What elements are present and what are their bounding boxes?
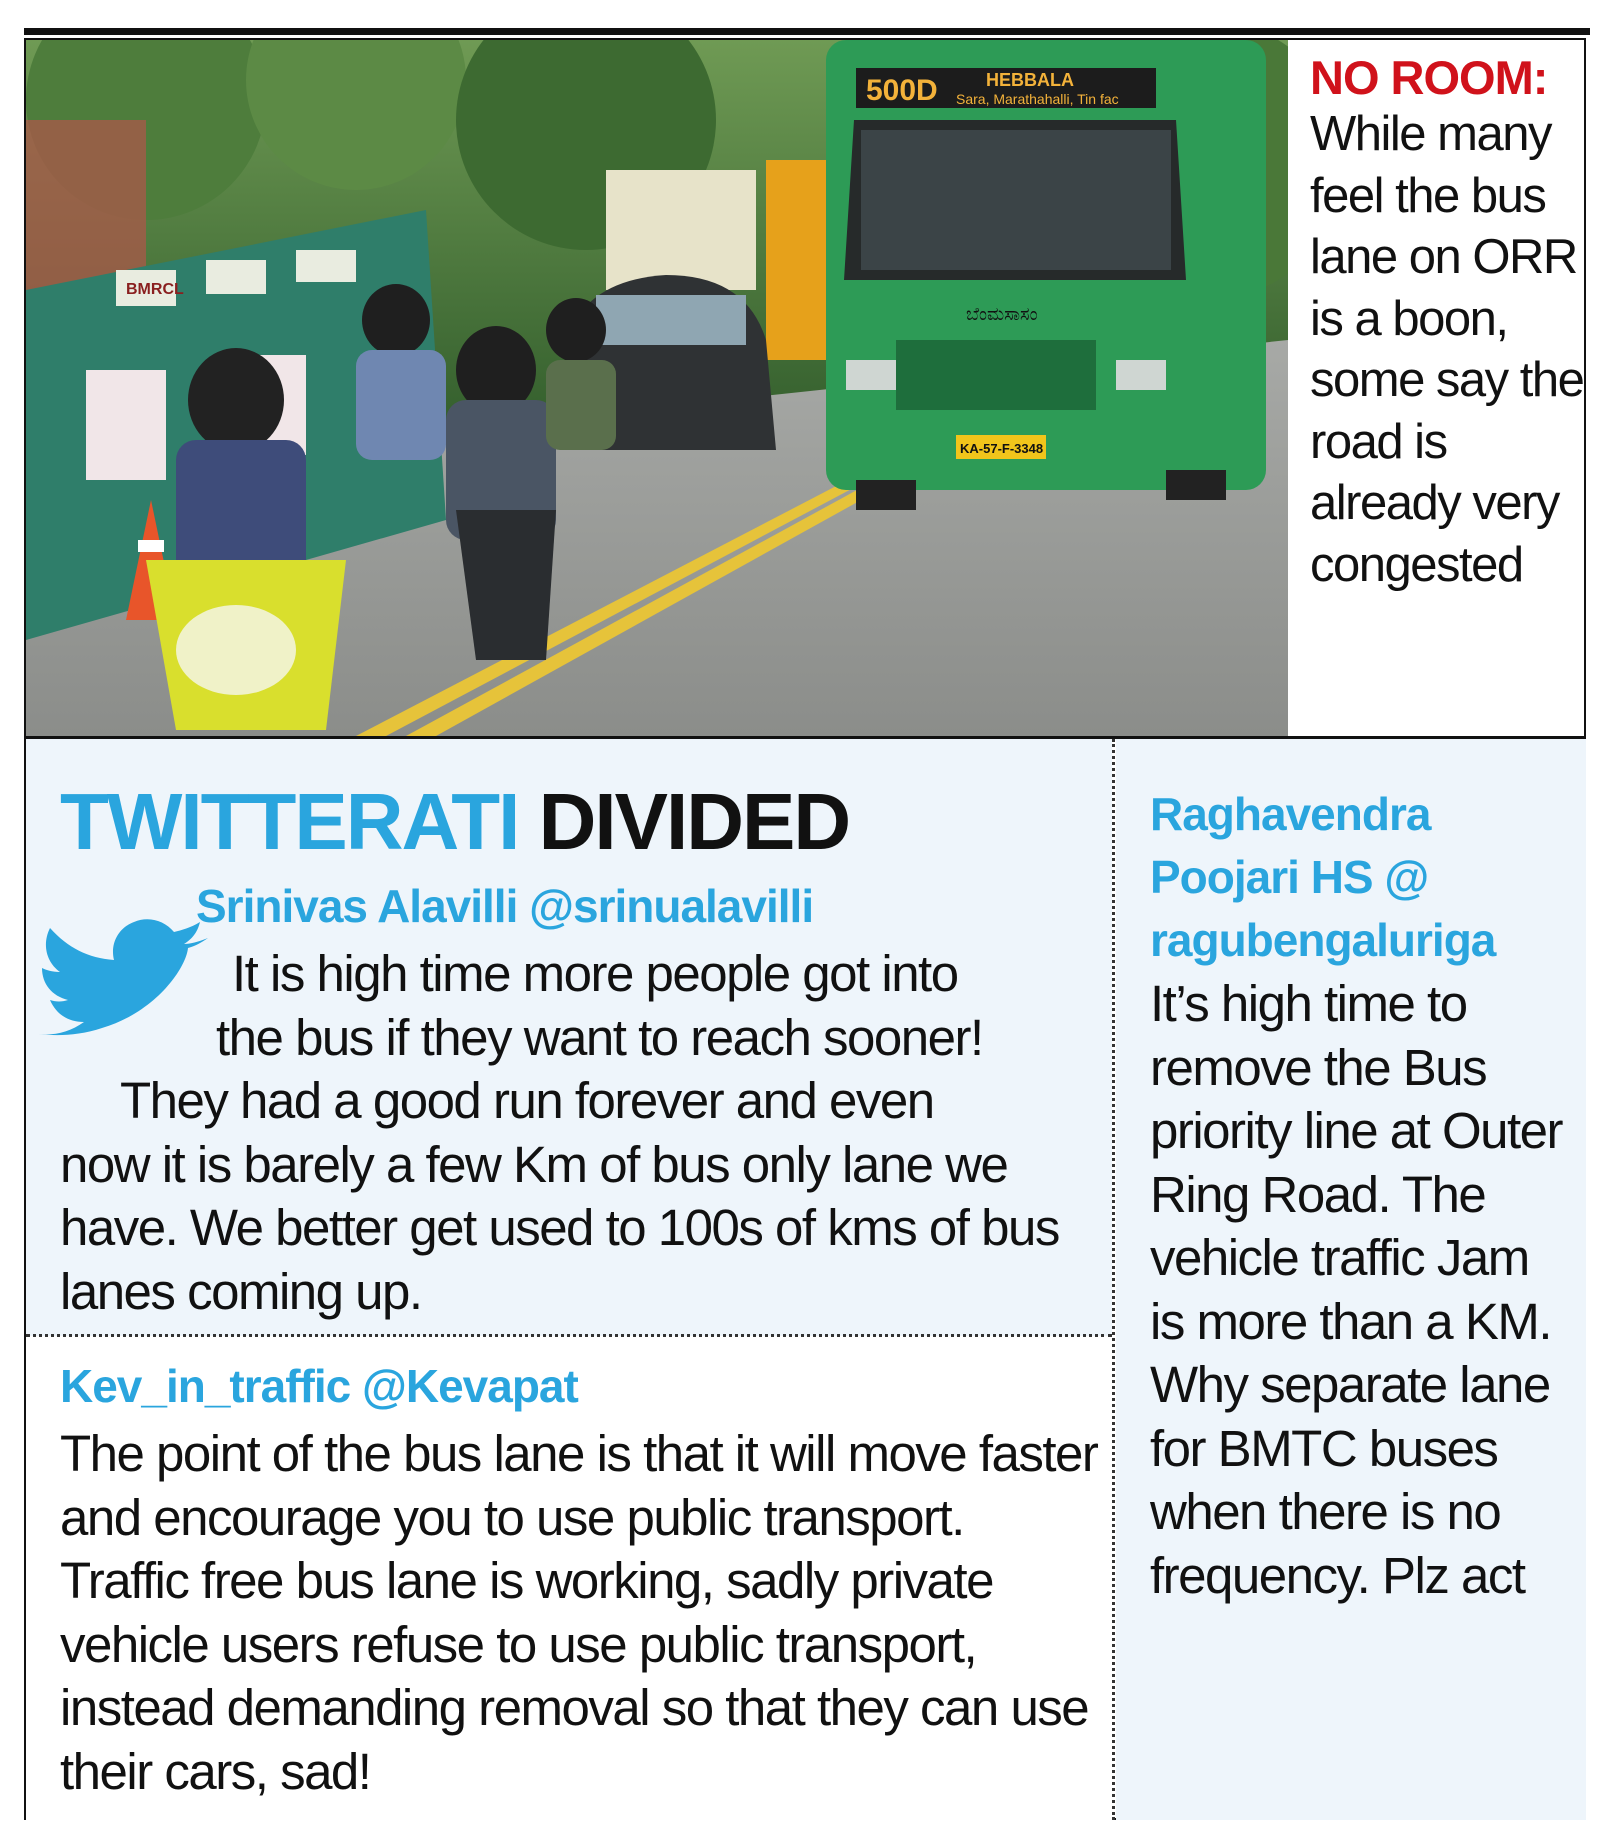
tweet-1-author: Srinivas Alavilli @srinualavilli (196, 880, 814, 932)
caption-text: While many feel the bus lane on ORR is a boon, some say the road is already very congested (1310, 107, 1584, 592)
bus-destination: HEBBALA (986, 70, 1074, 90)
tweet-1-line-4: now it is barely a few Km of bus only lane we have. We better get used to 100s of kms of bus lanes coming up. (60, 1135, 1059, 1320)
photo-caption (1310, 52, 1590, 596)
tweet-2-text: The point of the bus lane is that it will move faster and encourage you to use public transport. Traffic free bus lane is working, sadly private vehicle users refuse to use public transport, instead demanding removal so that they can use their cars, sad! (60, 1425, 1098, 1800)
bus-brand: ಬೆಂಮಸಾಸಂ (966, 304, 1038, 325)
news-photo (26, 40, 1288, 736)
bus-plate: KA-57-F-3348 (960, 441, 1044, 456)
caption-heading: NO ROOM: (1310, 51, 1548, 104)
bus-sign-sub: Sara, Marathahalli, Tin fac (956, 91, 1119, 107)
dotted-divider-horizontal (26, 1334, 1112, 1337)
bus-route: 500D (866, 74, 938, 107)
tweet-2-author: Kev_in_traffic @Kevapat (60, 1360, 578, 1412)
tweet-3-text: It’s high time to remove the Bus priority line at Outer Ring Road. The vehicle traffic Jam is more than a KM. Why separate lane for BMTC buses when there is no frequency. Plz act (1150, 975, 1563, 1604)
tweet-1-line-3: They had a good run forever and even (120, 1072, 934, 1129)
tweet-3-author: Raghavendra Poojari HS @ ragubengaluriga (1150, 788, 1496, 966)
bus (826, 40, 1266, 510)
tweet-1-line-1: It is high time more people got into (232, 945, 958, 1002)
top-rule (24, 28, 1590, 35)
headline-part1: TWITTERATI (60, 777, 519, 866)
dotted-divider-vertical (1112, 739, 1115, 1820)
hoarding-text: BMRCL (126, 281, 184, 298)
tweet-1-line-2: the bus if they want to reach sooner! (216, 1008, 983, 1066)
section-headline (60, 778, 849, 866)
tweet-1-text (60, 942, 1100, 1323)
headline-part2: DIVIDED (538, 777, 850, 866)
